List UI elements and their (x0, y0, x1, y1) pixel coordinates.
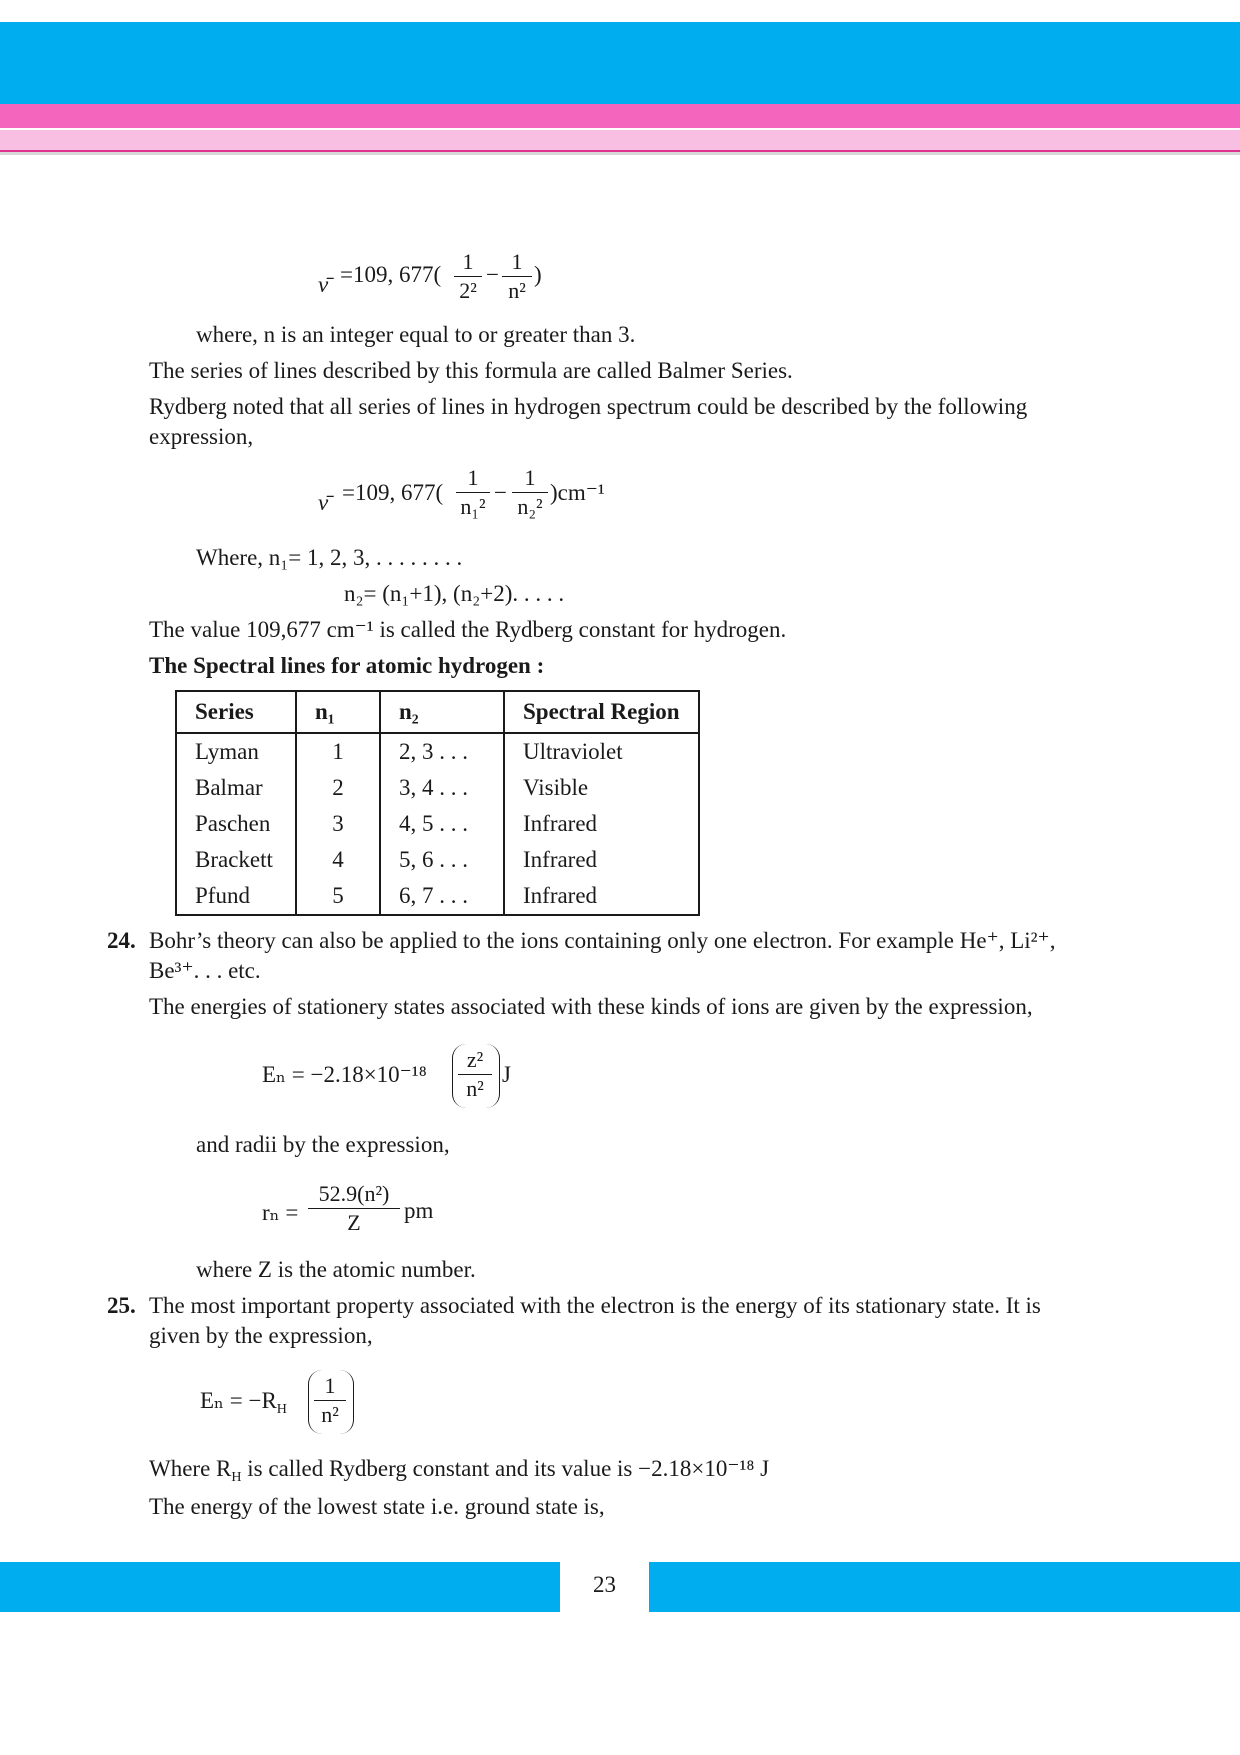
numerator: 52.9(n²) (318, 1181, 390, 1206)
atomic-number-text: where Z is the atomic number. (196, 1257, 476, 1282)
fraction (314, 1374, 346, 1427)
unit-joule: J (502, 1062, 511, 1087)
table-cell: Infrared (504, 878, 699, 915)
paragraph-rydberg: Rydberg noted that all series of lines in hydrogen spectrum could be described by the following expression, (149, 394, 1028, 449)
numerator: 1 (324, 1373, 336, 1398)
denominator: n² (508, 278, 526, 303)
equation-lhs (200, 1388, 287, 1417)
table-cell: Ultraviolet (504, 733, 699, 770)
equation-lhs: =109, 677( (340, 262, 442, 287)
equation-lhs: rₙ = (262, 1200, 299, 1225)
column-header: Series (176, 691, 296, 733)
table-cell: 4, 5 . . . (380, 806, 504, 842)
fraction-2 (502, 250, 532, 303)
item-number-25: 25. (107, 1293, 136, 1318)
close-paren: ) (534, 262, 542, 287)
header-band-blue (0, 22, 1240, 104)
table-row (176, 878, 699, 915)
header-band-pink-light (0, 130, 1240, 150)
rydberg-value-text (149, 1454, 769, 1484)
paragraph-n-integer: where, n is an integer equal to or greater than 3. (196, 322, 636, 347)
equation-lhs: Eₙ = −2.18×10⁻¹⁸ (262, 1062, 427, 1087)
table-header-row (176, 691, 699, 733)
footer-band-left (0, 1562, 560, 1612)
numerator: 1 (467, 465, 479, 490)
table-cell: 6, 7 . . . (380, 878, 504, 915)
lhs-text: Eₙ = −R (200, 1388, 277, 1413)
table-row (176, 770, 699, 806)
fraction-2 (512, 466, 548, 519)
table-cell: Balmar (176, 770, 296, 806)
table-row (176, 806, 699, 842)
table-cell: 5 (296, 878, 380, 915)
subscript: H (276, 1402, 287, 1417)
rh-rest: is called Rydberg constant and its value is (241, 1456, 639, 1481)
numerator: 1 (524, 465, 536, 490)
table-cell: 5, 6 . . . (380, 842, 504, 878)
rh-text: Where R (149, 1456, 232, 1481)
equation-radius (262, 1180, 462, 1250)
where-n1: Where, n₁= 1, 2, 3, . . . . . . . . (196, 545, 463, 570)
fraction-1 (454, 250, 482, 303)
item-number-24: 24. (107, 928, 136, 953)
spectral-lines-table (175, 690, 700, 916)
item24-line2: Be³⁺. . . etc. (149, 958, 261, 983)
minus-sign: − (494, 480, 507, 505)
column-header: n₂ (380, 691, 504, 733)
paragraph-balmer-series: The series of lines described by this formula are called Balmer Series. (149, 358, 793, 383)
denominator: n² (321, 1402, 339, 1427)
unit-pm: pm (404, 1198, 434, 1223)
table-title: The Spectral lines for atomic hydrogen : (149, 653, 545, 678)
item24-line1: Bohr’s theory can also be applied to the ions containing only one electron. For example He⁺, Li²⁺, (149, 928, 1056, 953)
where-n2: n₂= (n₁+1), (n₂+2). . . . . (344, 581, 565, 606)
equation-energy-rh (200, 1368, 380, 1438)
header-band-pink (0, 104, 1240, 128)
equation-balmer (318, 250, 558, 310)
numerator: 1 (511, 249, 523, 274)
table-cell: Brackett (176, 842, 296, 878)
minus-sign: − (486, 262, 499, 287)
denominator: 2² (459, 278, 477, 303)
nu-bar-symbol: ν̄ (318, 490, 329, 515)
table-cell: Pfund (176, 878, 296, 915)
table-cell: 3, 4 . . . (380, 770, 504, 806)
rh-value: −2.18×10⁻¹⁸ J (638, 1456, 770, 1481)
table-cell: 1 (296, 733, 380, 770)
numerator: z² (466, 1047, 484, 1072)
paragraph-rydberg-constant: The value 109,677 cm⁻¹ is called the Rydberg constant for hydrogen. (149, 617, 787, 642)
table-cell: 2, 3 . . . (380, 733, 504, 770)
table-row (176, 733, 699, 770)
nu-bar-symbol: ν̄ (318, 272, 329, 297)
radii-text: and radii by the expression, (196, 1132, 450, 1157)
table-cell: Infrared (504, 842, 699, 878)
item25-line1: The most important property associated with the electron is the energy of its stationary state. It is (149, 1293, 1041, 1318)
column-header: n₁ (296, 691, 380, 733)
table-cell: Infrared (504, 806, 699, 842)
table-row (176, 842, 699, 878)
table-cell: 3 (296, 806, 380, 842)
equation-rydberg (318, 466, 618, 530)
page-number: 23 (593, 1572, 616, 1597)
ground-state-text: The energy of the lowest state i.e. ground state is, (149, 1494, 605, 1519)
fraction (458, 1048, 492, 1101)
denominator: n² (466, 1076, 484, 1101)
table-cell: Paschen (176, 806, 296, 842)
fraction (308, 1182, 400, 1235)
table-cell: 2 (296, 770, 380, 806)
equation-lhs: =109, 677( (342, 480, 444, 505)
table-cell: Lyman (176, 733, 296, 770)
denominator: n₁² (460, 494, 486, 519)
equation-energy-ions (262, 1042, 532, 1112)
table-cell: 4 (296, 842, 380, 878)
column-header: Spectral Region (504, 691, 699, 733)
denominator: n₂² (517, 494, 543, 519)
footer-band-right (649, 1562, 1240, 1612)
item24-line3: The energies of stationery states associated with these kinds of ions are given by the expression, (149, 994, 1033, 1019)
fraction-1 (456, 466, 490, 519)
denominator: Z (347, 1210, 361, 1235)
item25-line2: given by the expression, (149, 1323, 373, 1348)
table-cell: Visible (504, 770, 699, 806)
close-paren-unit: )cm⁻¹ (550, 480, 605, 505)
rh-subscript: H (231, 1470, 242, 1485)
header-shadow (0, 152, 1240, 155)
numerator: 1 (462, 249, 474, 274)
